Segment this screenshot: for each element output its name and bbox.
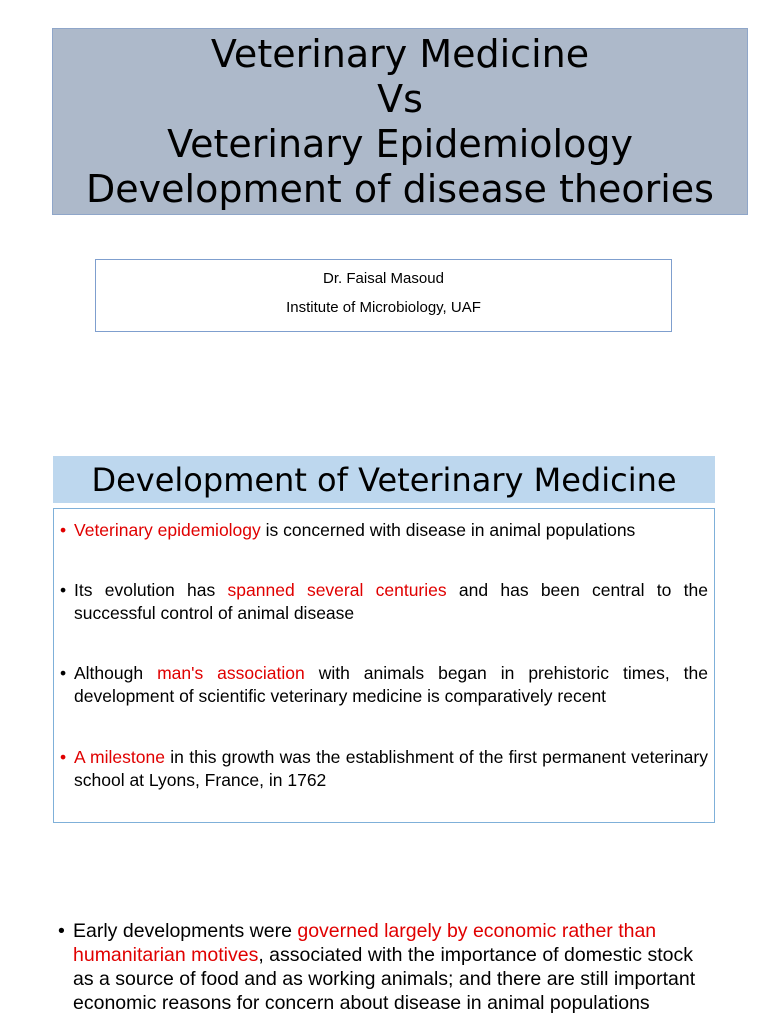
- bullet-dot-icon: •: [60, 520, 67, 540]
- bullet-dot-icon: •: [60, 580, 67, 600]
- title-line-2: Vs: [377, 76, 423, 121]
- section-heading: Development of Veterinary Medicine: [53, 456, 715, 503]
- bullet-list-box: [53, 508, 715, 823]
- bullet-item: [60, 579, 708, 625]
- bullet-text: with animals began in prehistoric times, the development of scientific veterinary medicine is comparatively recent: [74, 663, 708, 706]
- bullet-highlight: governed largely by economic rather than humanitarian motives: [73, 920, 657, 966]
- bullet-text: is concerned with disease in animal populations: [260, 520, 636, 540]
- bullet-item: [60, 746, 708, 792]
- title-line-4: Development of disease theories: [86, 166, 714, 211]
- bullet-item: [60, 519, 708, 542]
- bullet-highlight: man's association: [157, 663, 305, 683]
- bullet-item: [60, 662, 708, 708]
- title-line-3: Veterinary Epidemiology: [167, 121, 633, 166]
- title-slide-banner: [52, 28, 748, 215]
- bullet-text: Its evolution has: [74, 580, 228, 600]
- bullet-dot-icon: •: [60, 663, 67, 683]
- bullet-text: , associated with the importance of domestic stock as a source of food and as working animals; and there are still important economic reasons for concern about disease in animal populations: [73, 944, 696, 1014]
- title-line-1: Veterinary Medicine: [210, 31, 590, 76]
- bullet-text: Early developments were: [73, 920, 298, 942]
- author-name: Dr. Faisal Masoud: [323, 270, 444, 287]
- author-institute: Institute of Microbiology, UAF: [286, 299, 481, 316]
- bottom-bullet-item: [58, 919, 718, 1015]
- bullet-highlight: spanned several centuries: [227, 580, 447, 600]
- bullet-text: Although: [74, 663, 158, 683]
- bullet-dot-icon: •: [58, 920, 65, 942]
- bullet-text: in this growth was the establishment of the first permanent veterinary school at Lyons, France, in 1762: [74, 747, 708, 790]
- author-box: [95, 259, 672, 332]
- bullet-dot-icon: •: [60, 747, 67, 767]
- bullet-text: and has been central to the successful control of animal disease: [74, 580, 708, 623]
- bullet-highlight: Veterinary epidemiology: [74, 520, 261, 540]
- bullet-highlight: A milestone: [74, 747, 165, 767]
